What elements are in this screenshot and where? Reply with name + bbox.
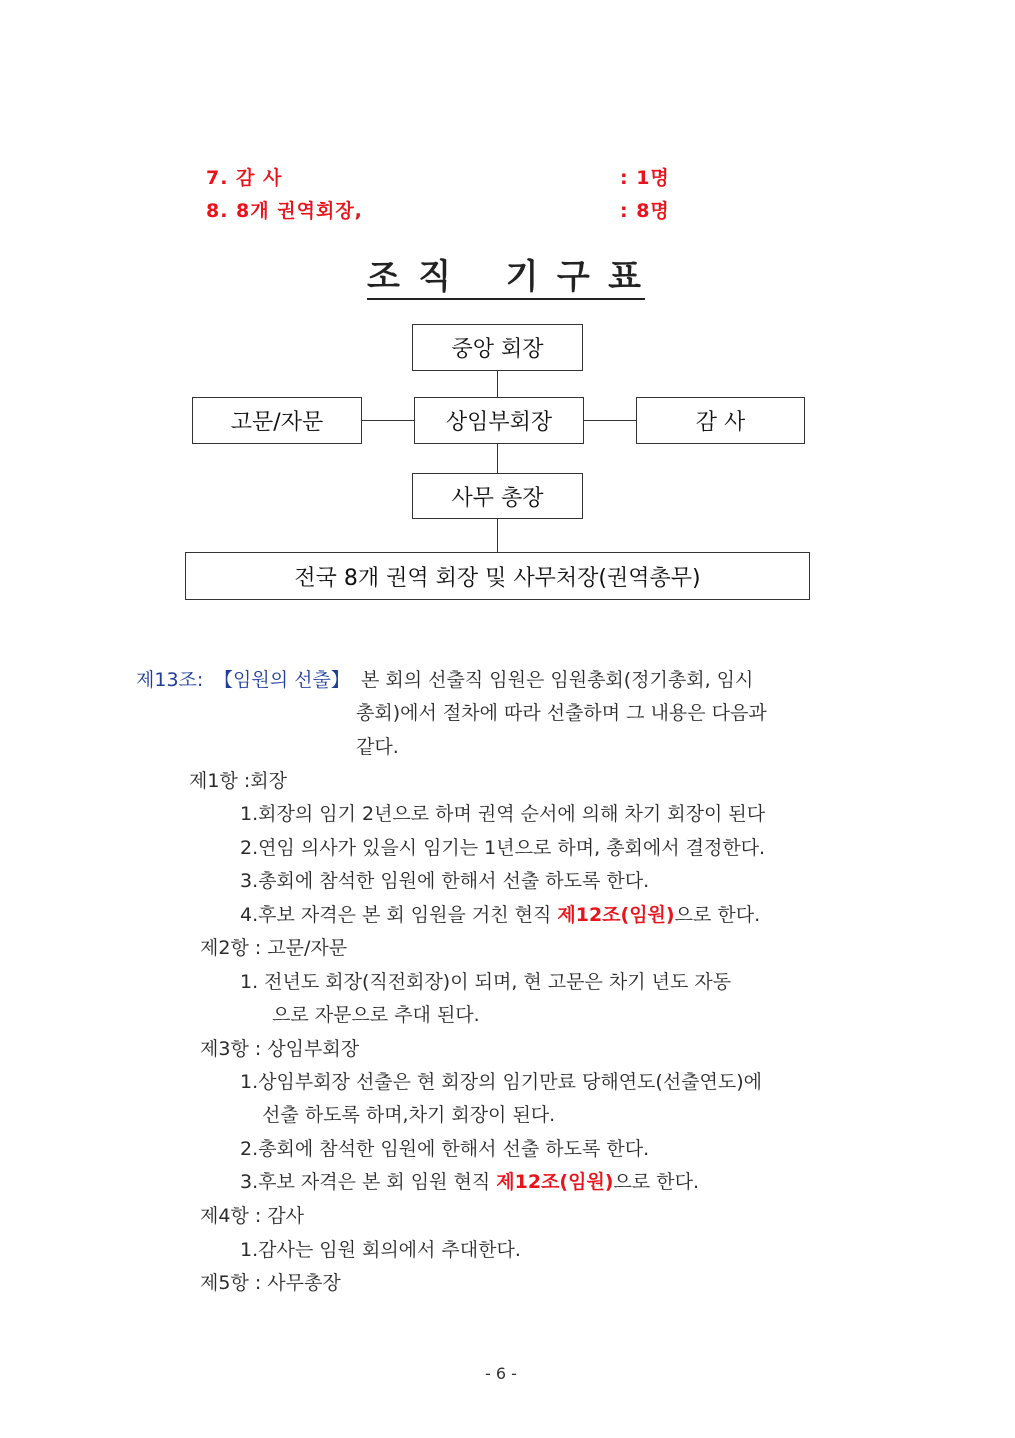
clause-item: 1.상임부회장 선출은 현 회장의 임기만료 당해연도(선출연도)에 — [240, 1071, 763, 1093]
clause-text: 으로 한다. — [613, 1171, 699, 1193]
connector-line — [583, 420, 636, 421]
title-char: 구 — [556, 257, 594, 297]
connector-line — [362, 420, 414, 421]
clause-item — [240, 1167, 699, 1194]
title-char: 표 — [608, 257, 645, 297]
clause-heading: 제5항 : 사무총장 — [200, 1272, 341, 1294]
org-chart-title — [367, 258, 645, 300]
org-box-regional: 전국 8개 권역 회장 및 사무처장(권역총무) — [185, 552, 810, 600]
article-intro-line: 같다. — [356, 736, 399, 758]
clause-item: 으로 자문으로 추대 된다. — [272, 1004, 480, 1026]
clause-item: 2.총회에 참석한 임원에 한해서 선출 하도록 한다. — [240, 1138, 650, 1160]
org-box-advisor: 고문/자문 — [192, 397, 362, 444]
clause-heading: 제2항 : 고문/자문 — [200, 937, 348, 959]
connector-line — [497, 371, 498, 397]
clause-text: 4.후보 자격은 본 회 임원을 거친 현직 — [240, 904, 558, 926]
org-box-vice-president: 상임부회장 — [414, 397, 584, 444]
title-char: 기 — [505, 257, 543, 297]
article-title: 【임원의 선출】 — [214, 669, 350, 691]
clause-item: 2.연임 의사가 있을시 임기는 1년으로 하며, 총회에서 결정한다. — [240, 837, 766, 859]
clause-item: 1.감사는 임원 회의에서 추대한다. — [240, 1239, 521, 1261]
clause-item: 1.회장의 임기 2년으로 하며 권역 순서에 의해 차기 회장이 된다 — [240, 803, 766, 825]
title-char: 조 — [367, 257, 404, 297]
list-item-auditor-count: : 1명 — [620, 167, 670, 189]
clause-item: 1. 전년도 회장(직전회장)이 되며, 현 고문은 차기 년도 자동 — [240, 971, 732, 993]
clause-text: 으로 한다. — [674, 904, 761, 926]
article-reference: 제12조(임원) — [557, 904, 675, 926]
list-item-auditor-label: 7. 감 사 — [206, 167, 283, 189]
clause-text: 3.후보 자격은 본 회 임원 현직 — [240, 1171, 497, 1193]
title-char: 직 — [418, 257, 456, 297]
page-number: - 6 - — [485, 1364, 517, 1383]
connector-line — [497, 443, 498, 473]
connector-line — [497, 519, 498, 552]
clause-heading: 제1항 :회장 — [189, 770, 287, 792]
clause-item — [240, 900, 760, 927]
clause-heading: 제3항 : 상임부회장 — [200, 1038, 360, 1060]
clause-item: 선출 하도록 하며,차기 회장이 된다. — [262, 1104, 556, 1126]
org-box-auditor: 감 사 — [636, 397, 805, 444]
list-item-regional-label: 8. 8개 권역회장, — [206, 200, 363, 222]
org-box-secretary-general: 사무 총장 — [412, 473, 583, 519]
org-box-president: 중앙 회장 — [412, 324, 583, 371]
article-number: 제13조: — [136, 669, 204, 691]
clause-heading: 제4항 : 감사 — [200, 1205, 304, 1227]
article-intro-line: 본 회의 선출직 임원은 임원총회(정기총회, 임시 — [361, 669, 754, 691]
list-item-regional-count: : 8명 — [620, 200, 670, 222]
article-reference: 제12조(임원) — [496, 1171, 614, 1193]
article-intro-line: 총회)에서 절차에 따라 선출하며 그 내용은 다음과 — [356, 702, 767, 724]
clause-item: 3.총회에 참석한 임원에 한해서 선출 하도록 한다. — [240, 870, 650, 892]
